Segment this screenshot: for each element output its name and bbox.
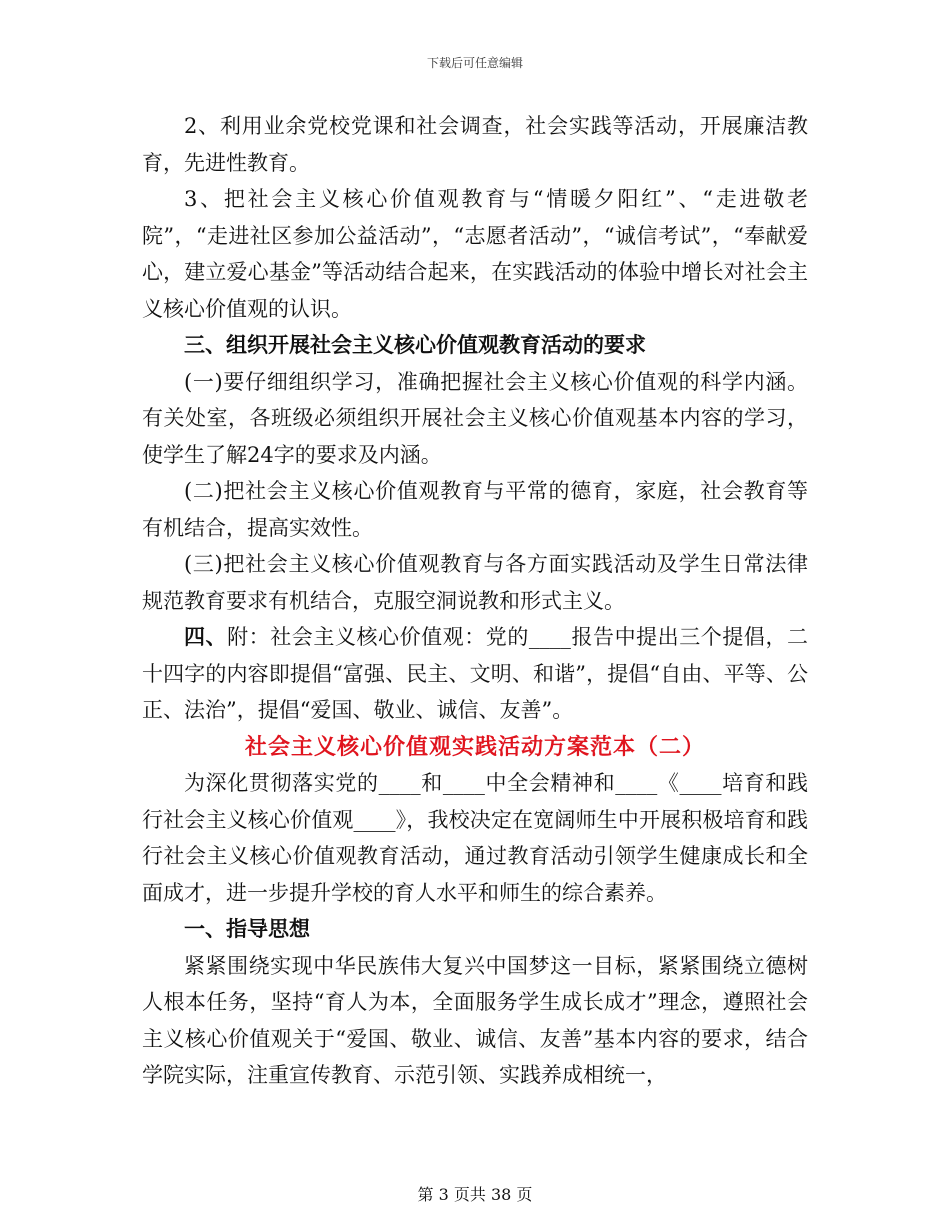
paragraph [142,619,808,729]
paragraph: (二)把社会主义核心价值观教育与平常的德育，家庭，社会教育等有机结合，提高实效性。 [142,479,808,540]
paragraph: (一)要仔细组织学习，准确把握社会主义核心价值观的科学内涵。有关处室，各班级必须组织开展社会主义核心价值观基本内容的学习，使学生了解24字的要求及内涵。 [142,369,808,467]
paragraph: 紧紧围绕实现中华民族伟大复兴中国梦这一目标，紧紧围绕立德树人根本任务，坚持“育人为本，全面服务学生成长成才”理念，遵照社会主义核心价值观关于“爱国、敬业、诚信、友善”基本内容的要求，结合学院实际，注重宣传教育、示范引领、实践养成相统一， [142,953,808,1087]
section-heading: 一、指导思想 [184,916,310,941]
section-heading: 三、组织开展社会主义核心价值观教育活动的要求 [184,332,646,357]
paragraph: 为深化贯彻落实党的____和____中全会精神和____《____培育和践行社会主义核心价值观____》，我校决定在宽阔师生中开展积极培育和践行社会主义核心价值观教育活动，通过教育活动引领学生健康成长和全面成才，进一步提升学校的育人水平和师生的综合素养。 [142,771,808,905]
page-footer: 第 3 页共 38 页 [417,1185,533,1204]
paragraph-text: 附：社会主义核心价值观：党的____报告中提出三个提倡，二十四字的内容即提倡“富强、民主、文明、和谐”，提倡“自由、平等、公正、法治”，提倡“爱国、敬业、诚信、友善”。 [142,625,809,722]
paragraph: (三)把社会主义核心价值观教育与各方面实践活动及学生日常法律规范教育要求有机结合，克服空洞说教和形式主义。 [142,552,808,613]
section-number: 四、 [184,624,228,649]
paragraph: 3、把社会主义核心价值观教育与“情暖夕阳红”、“走进敬老院”，“走进社区参加公益活动”，“志愿者活动”，“诚信考试”，“奉献爱心，建立爱心基金”等活动结合起来，在实践活动的体验中增长对社会主义核心价值观的认识。 [142,187,808,321]
paragraph: 2、利用业余党校党课和社会调查，社会实践等活动，开展廉洁教育，先进性教育。 [142,114,808,175]
page-header: 下载后可任意编辑 [426,56,523,70]
document-body [142,108,808,1094]
document-title: 社会主义核心价值观实践活动方案范本（二） [244,733,705,760]
